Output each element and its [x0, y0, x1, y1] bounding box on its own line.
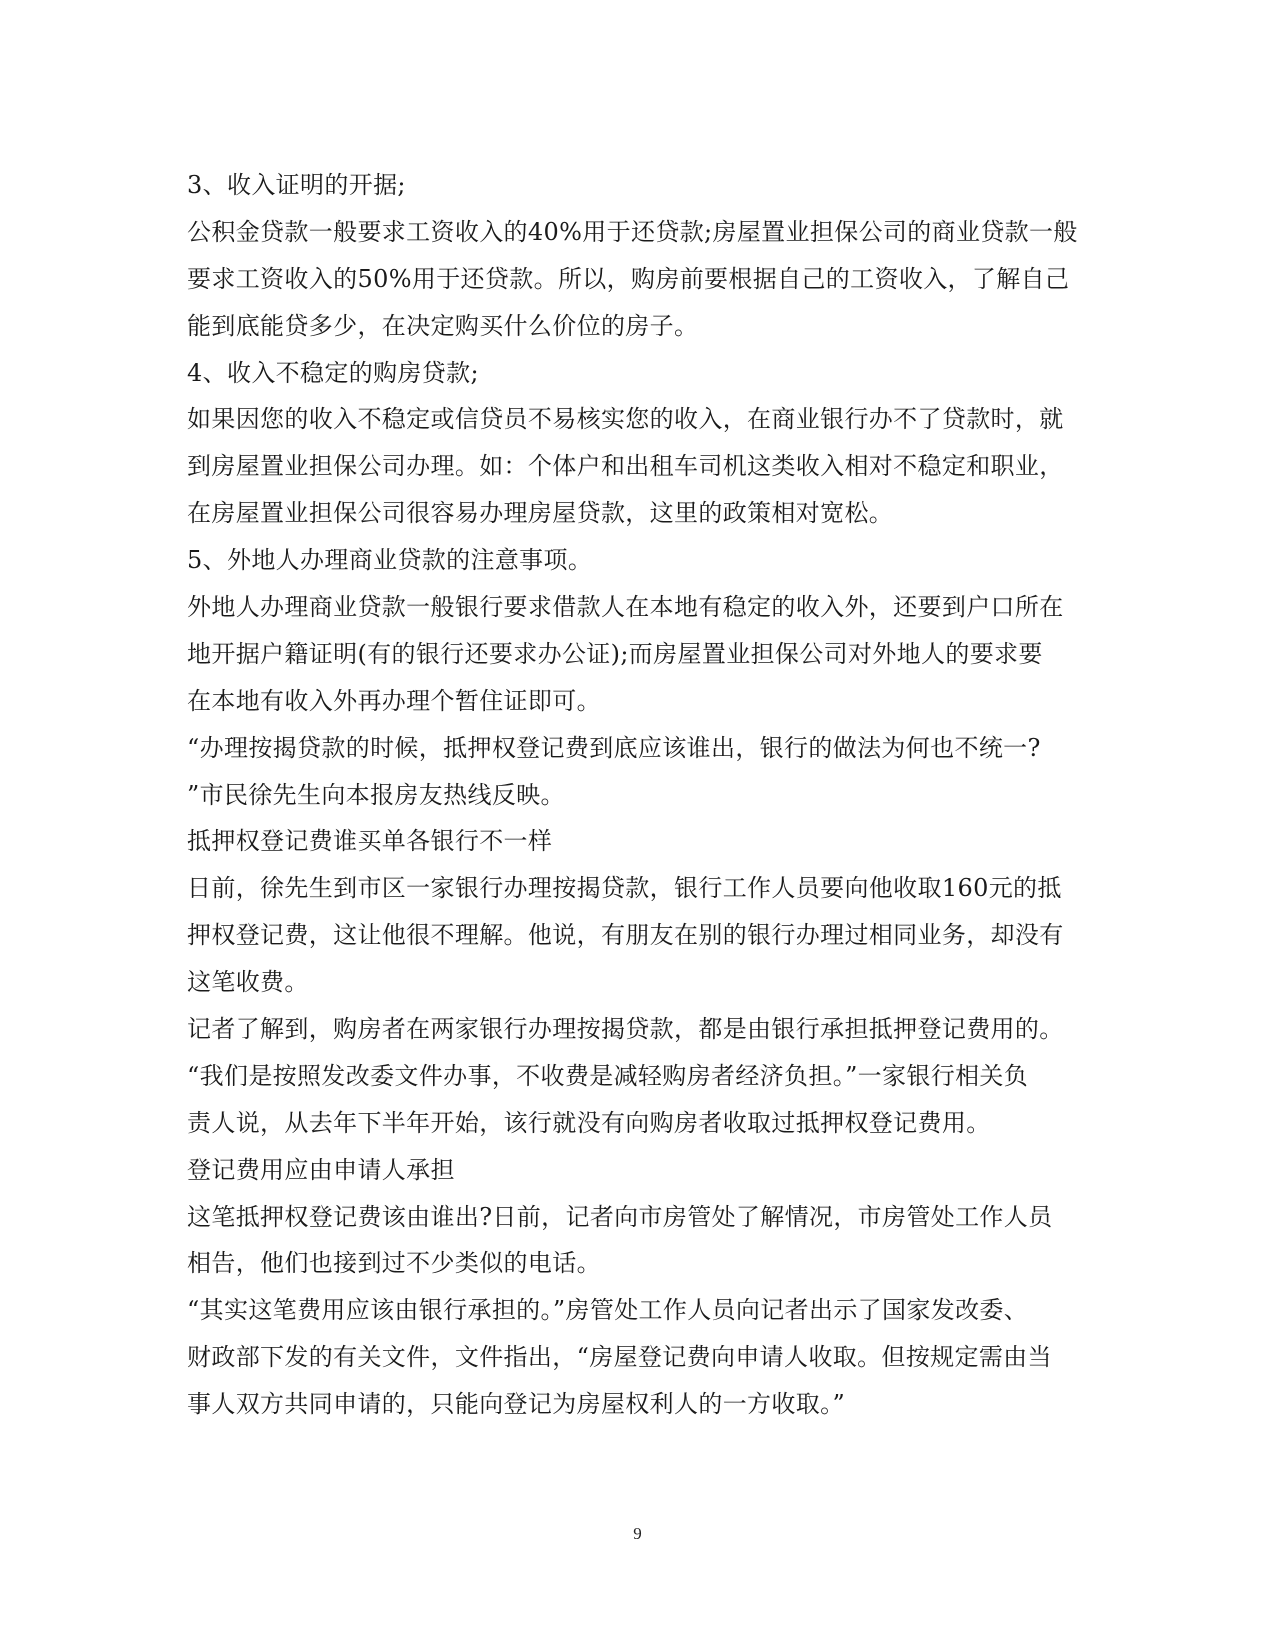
paragraph-line: 事人双方共同申请的，只能向登记为房屋权利人的一方收取。”: [187, 1390, 846, 1419]
paragraph-line: 责人说，从去年下半年开始，该行就没有向购房者收取过抵押权登记费用。: [187, 1108, 991, 1137]
heading-unstable-income: 4、收入不稳定的购房贷款;: [187, 358, 479, 387]
paragraph-line: 外地人办理商业贷款一般银行要求借款人在本地有稳定的收入外，还要到户口所在: [187, 593, 1064, 622]
paragraph-line: 到房屋置业担保公司办理。如：个体户和出租车司机这类收入相对不稳定和职业，: [187, 452, 1064, 481]
body-text: [187, 162, 1087, 1428]
paragraph-line: 如果因您的收入不稳定或信贷员不易核实您的收入，在商业银行办不了贷款时，就: [187, 405, 1064, 434]
page-number: 9: [633, 1524, 642, 1543]
paragraph-line: 能到底能贷多少，在决定购买什么价位的房子。: [187, 311, 699, 340]
heading-income-proof: 3、收入证明的开据;: [187, 171, 406, 199]
paragraph-line: “我们是按照发改委文件办事，不收费是减轻购房者经济负担。”一家银行相关负: [187, 1061, 1029, 1090]
paragraph-line: 要求工资收入的50%用于还贷款。所以，购房前要根据自己的工资收入，了解自己: [187, 264, 1070, 293]
paragraph-line: 相告，他们也接到过不少类似的电话。: [187, 1249, 601, 1278]
paragraph-line: 公积金贷款一般要求工资收入的40%用于还贷款;房屋置业担保公司的商业贷款一般: [187, 217, 1078, 246]
subheading-applicant-pays: 登记费用应由申请人承担: [187, 1155, 455, 1184]
paragraph-line: 押权登记费，这让他很不理解。他说，有朋友在别的银行办理过相同业务，却没有: [187, 921, 1064, 950]
paragraph-line: 在房屋置业担保公司很容易办理房屋贷款，这里的政策相对宽松。: [187, 499, 894, 528]
paragraph-line: 这笔收费。: [187, 968, 309, 997]
quote-line: “办理按揭贷款的时候，抵押权登记费到底应该谁出，银行的做法为何也不统一?: [187, 733, 1041, 762]
paragraph-line: 记者了解到，购房者在两家银行办理按揭贷款，都是由银行承担抵押登记费用的。: [187, 1015, 1064, 1044]
paragraph-line: 地开据户籍证明(有的银行还要求办公证);而房屋置业担保公司对外地人的要求要: [187, 639, 1043, 668]
subheading-mortgage-fee: 抵押权登记费谁买单各银行不一样: [187, 827, 553, 856]
paragraph-line: 在本地有收入外再办理个暂住证即可。: [187, 686, 601, 715]
paragraph-line: “其实这笔费用应该由银行承担的。”房管处工作人员向记者出示了国家发改委、: [187, 1296, 1029, 1325]
heading-nonlocal-loans: 5、外地人办理商业贷款的注意事项。: [187, 546, 593, 575]
quote-line: ”市民徐先生向本报房友热线反映。: [187, 780, 565, 809]
paragraph-line: 这笔抵押权登记费该由谁出?日前，记者向市房管处了解情况，市房管处工作人员: [187, 1202, 1053, 1231]
paragraph-line: 财政部下发的有关文件，文件指出，“房屋登记费向申请人收取。但按规定需由当: [187, 1343, 1052, 1372]
paragraph-line: 日前，徐先生到市区一家银行办理按揭贷款，银行工作人员要向他收取160元的抵: [187, 874, 1062, 903]
